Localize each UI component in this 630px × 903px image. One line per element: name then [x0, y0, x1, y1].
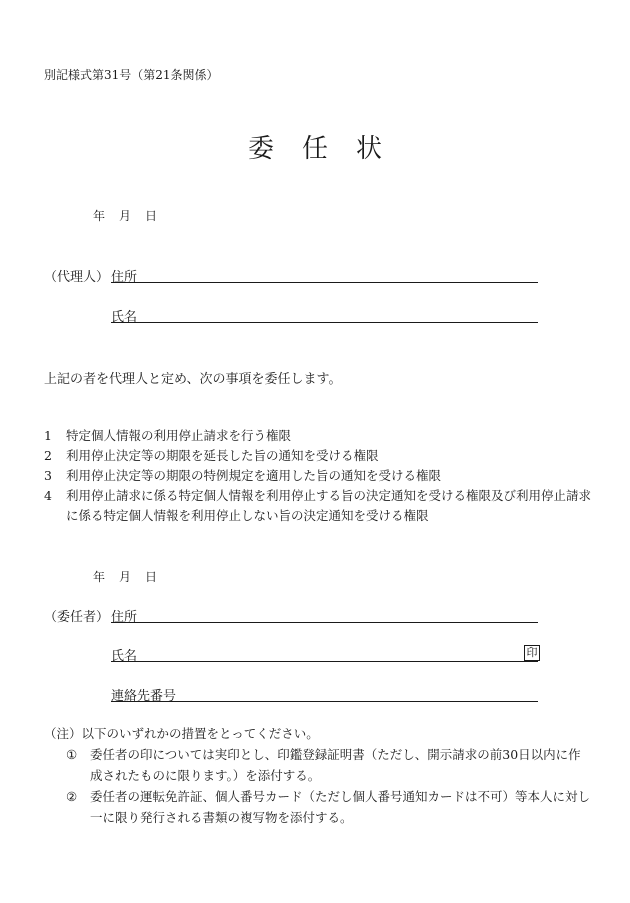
principal-name-label: 氏名: [111, 649, 138, 664]
document-title: [0, 128, 630, 165]
principal-phone-line[interactable]: [111, 701, 538, 702]
title-char-1: 委: [247, 134, 274, 164]
day-label: 日: [145, 209, 158, 223]
item-text: 利用停止決定等の期限を延長した旨の通知を受ける権限: [66, 448, 379, 463]
agent-name-line[interactable]: [111, 322, 538, 323]
agent-label: （代理人）: [44, 270, 110, 285]
note-text: 委任者の運転免許証、個人番号カード（ただし個人番号通知カードは不可）等本人に対し一に限り発行される書類の複写物を添付する。: [90, 789, 591, 825]
item-number: 3: [44, 468, 52, 483]
year-label: 年: [93, 209, 106, 223]
delegation-statement: 上記の者を代理人と定め、次の事項を委任します。: [44, 372, 342, 387]
day-label: 日: [145, 570, 158, 584]
item-number: 2: [44, 448, 52, 463]
agent-address-line[interactable]: [111, 282, 538, 283]
date-field-agent[interactable]: [93, 207, 157, 224]
month-label: 月: [119, 209, 132, 223]
year-label: 年: [93, 570, 106, 584]
month-label: 月: [119, 570, 132, 584]
agent-name-label: 氏名: [111, 310, 138, 325]
note-text: 委任者の印については実印とし、印鑑登録証明書（ただし、開示請求の前30日以内に作成されたものに限ります。）を添付する。: [90, 747, 581, 783]
note-mark: ①: [66, 747, 78, 762]
item-text: 特定個人情報の利用停止請求を行う権限: [66, 428, 292, 443]
title-char-3: 状: [356, 134, 383, 164]
principal-phone-label: 連絡先番号: [111, 689, 177, 704]
form-number: 別記様式第31号（第21条関係）: [44, 68, 219, 82]
principal-address-line[interactable]: [111, 622, 538, 623]
item-number: 4: [44, 488, 52, 503]
note-heading: （注）以下のいずれかの措置をとってください。: [44, 726, 319, 741]
date-field-principal[interactable]: [93, 568, 157, 585]
item-number: 1: [44, 428, 52, 443]
title-char-2: 任: [301, 134, 328, 164]
item-text: 利用停止請求に係る特定個人情報を利用停止する旨の決定通知を受ける権限及び利用停止請求に係る特定個人情報を利用停止しない旨の決定通知を受ける権限: [66, 488, 592, 523]
principal-address-label: 住所: [111, 610, 138, 625]
principal-name-line[interactable]: [111, 661, 538, 662]
seal-mark: 印: [524, 645, 540, 661]
item-text: 利用停止決定等の期限の特例規定を適用した旨の通知を受ける権限: [66, 468, 442, 483]
principal-label: （委任者）: [44, 610, 110, 625]
note-mark: ②: [66, 789, 78, 804]
agent-address-label: 住所: [111, 270, 138, 285]
